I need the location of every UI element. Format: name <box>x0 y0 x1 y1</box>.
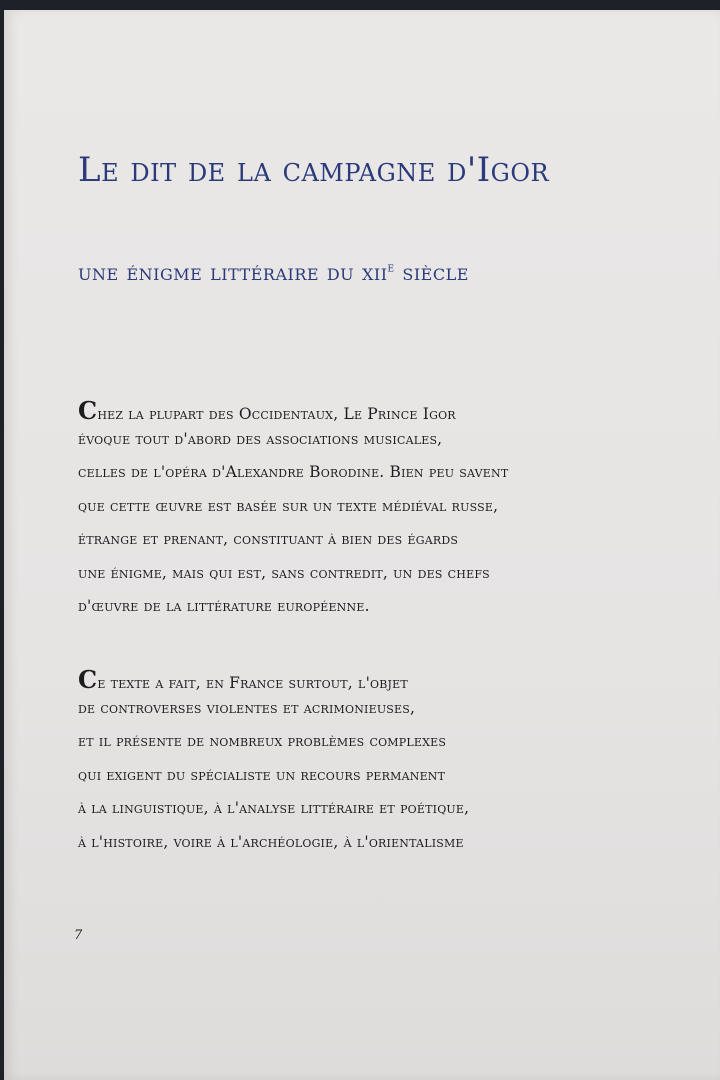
drop-cap: C <box>78 396 98 425</box>
line-text: hez la plupart des Occidentaux, Le Prince Igor <box>97 405 456 423</box>
drop-cap: C <box>78 665 98 694</box>
paragraph-line: à l'histoire, voire à l'archéologie, à l'orientalisme <box>78 832 464 851</box>
paragraph-line: qui exigent du spécialiste un recours permanent <box>78 765 446 784</box>
paragraph-line: à la linguistique, à l'analyse littéraire et poétique, <box>78 799 470 817</box>
paragraph-line <box>78 396 638 430</box>
paragraph-line: étrange et prenant, constituant à bien des égards <box>78 530 459 548</box>
paragraph-1 <box>78 396 638 631</box>
paragraph-line <box>78 665 638 699</box>
subtitle-suffix: siècle <box>394 260 469 286</box>
page-number: 7 <box>74 928 83 943</box>
book-page <box>4 10 720 1080</box>
page-title: Le dit de la campagne d'Igor <box>78 150 550 190</box>
subtitle-superscript: e <box>387 260 395 276</box>
paragraph-line: que cette œuvre est basée sur un texte médiéval russe, <box>78 496 499 515</box>
paragraph-line: de controverses violentes et acrimonieuses, <box>78 698 416 717</box>
paragraph-line: d'œuvre de la littérature européenne. <box>78 597 370 615</box>
paragraph-line: une énigme, mais qui est, sans contredit, un des chefs <box>78 563 490 582</box>
paragraph-line: et il présente de nombreux problèmes complexes <box>78 732 447 750</box>
paragraph-line: évoque tout d'abord des associations musicales, <box>78 429 443 448</box>
line-text: e texte a fait, en France surtout, l'objet <box>97 674 408 692</box>
subtitle-text: une énigme littéraire du xii <box>78 260 388 286</box>
paragraph-2 <box>78 665 638 866</box>
page-subtitle <box>78 260 469 286</box>
paragraph-line: celles de l'opéra d'Alexandre Borodine. Bien peu savent <box>78 463 509 481</box>
